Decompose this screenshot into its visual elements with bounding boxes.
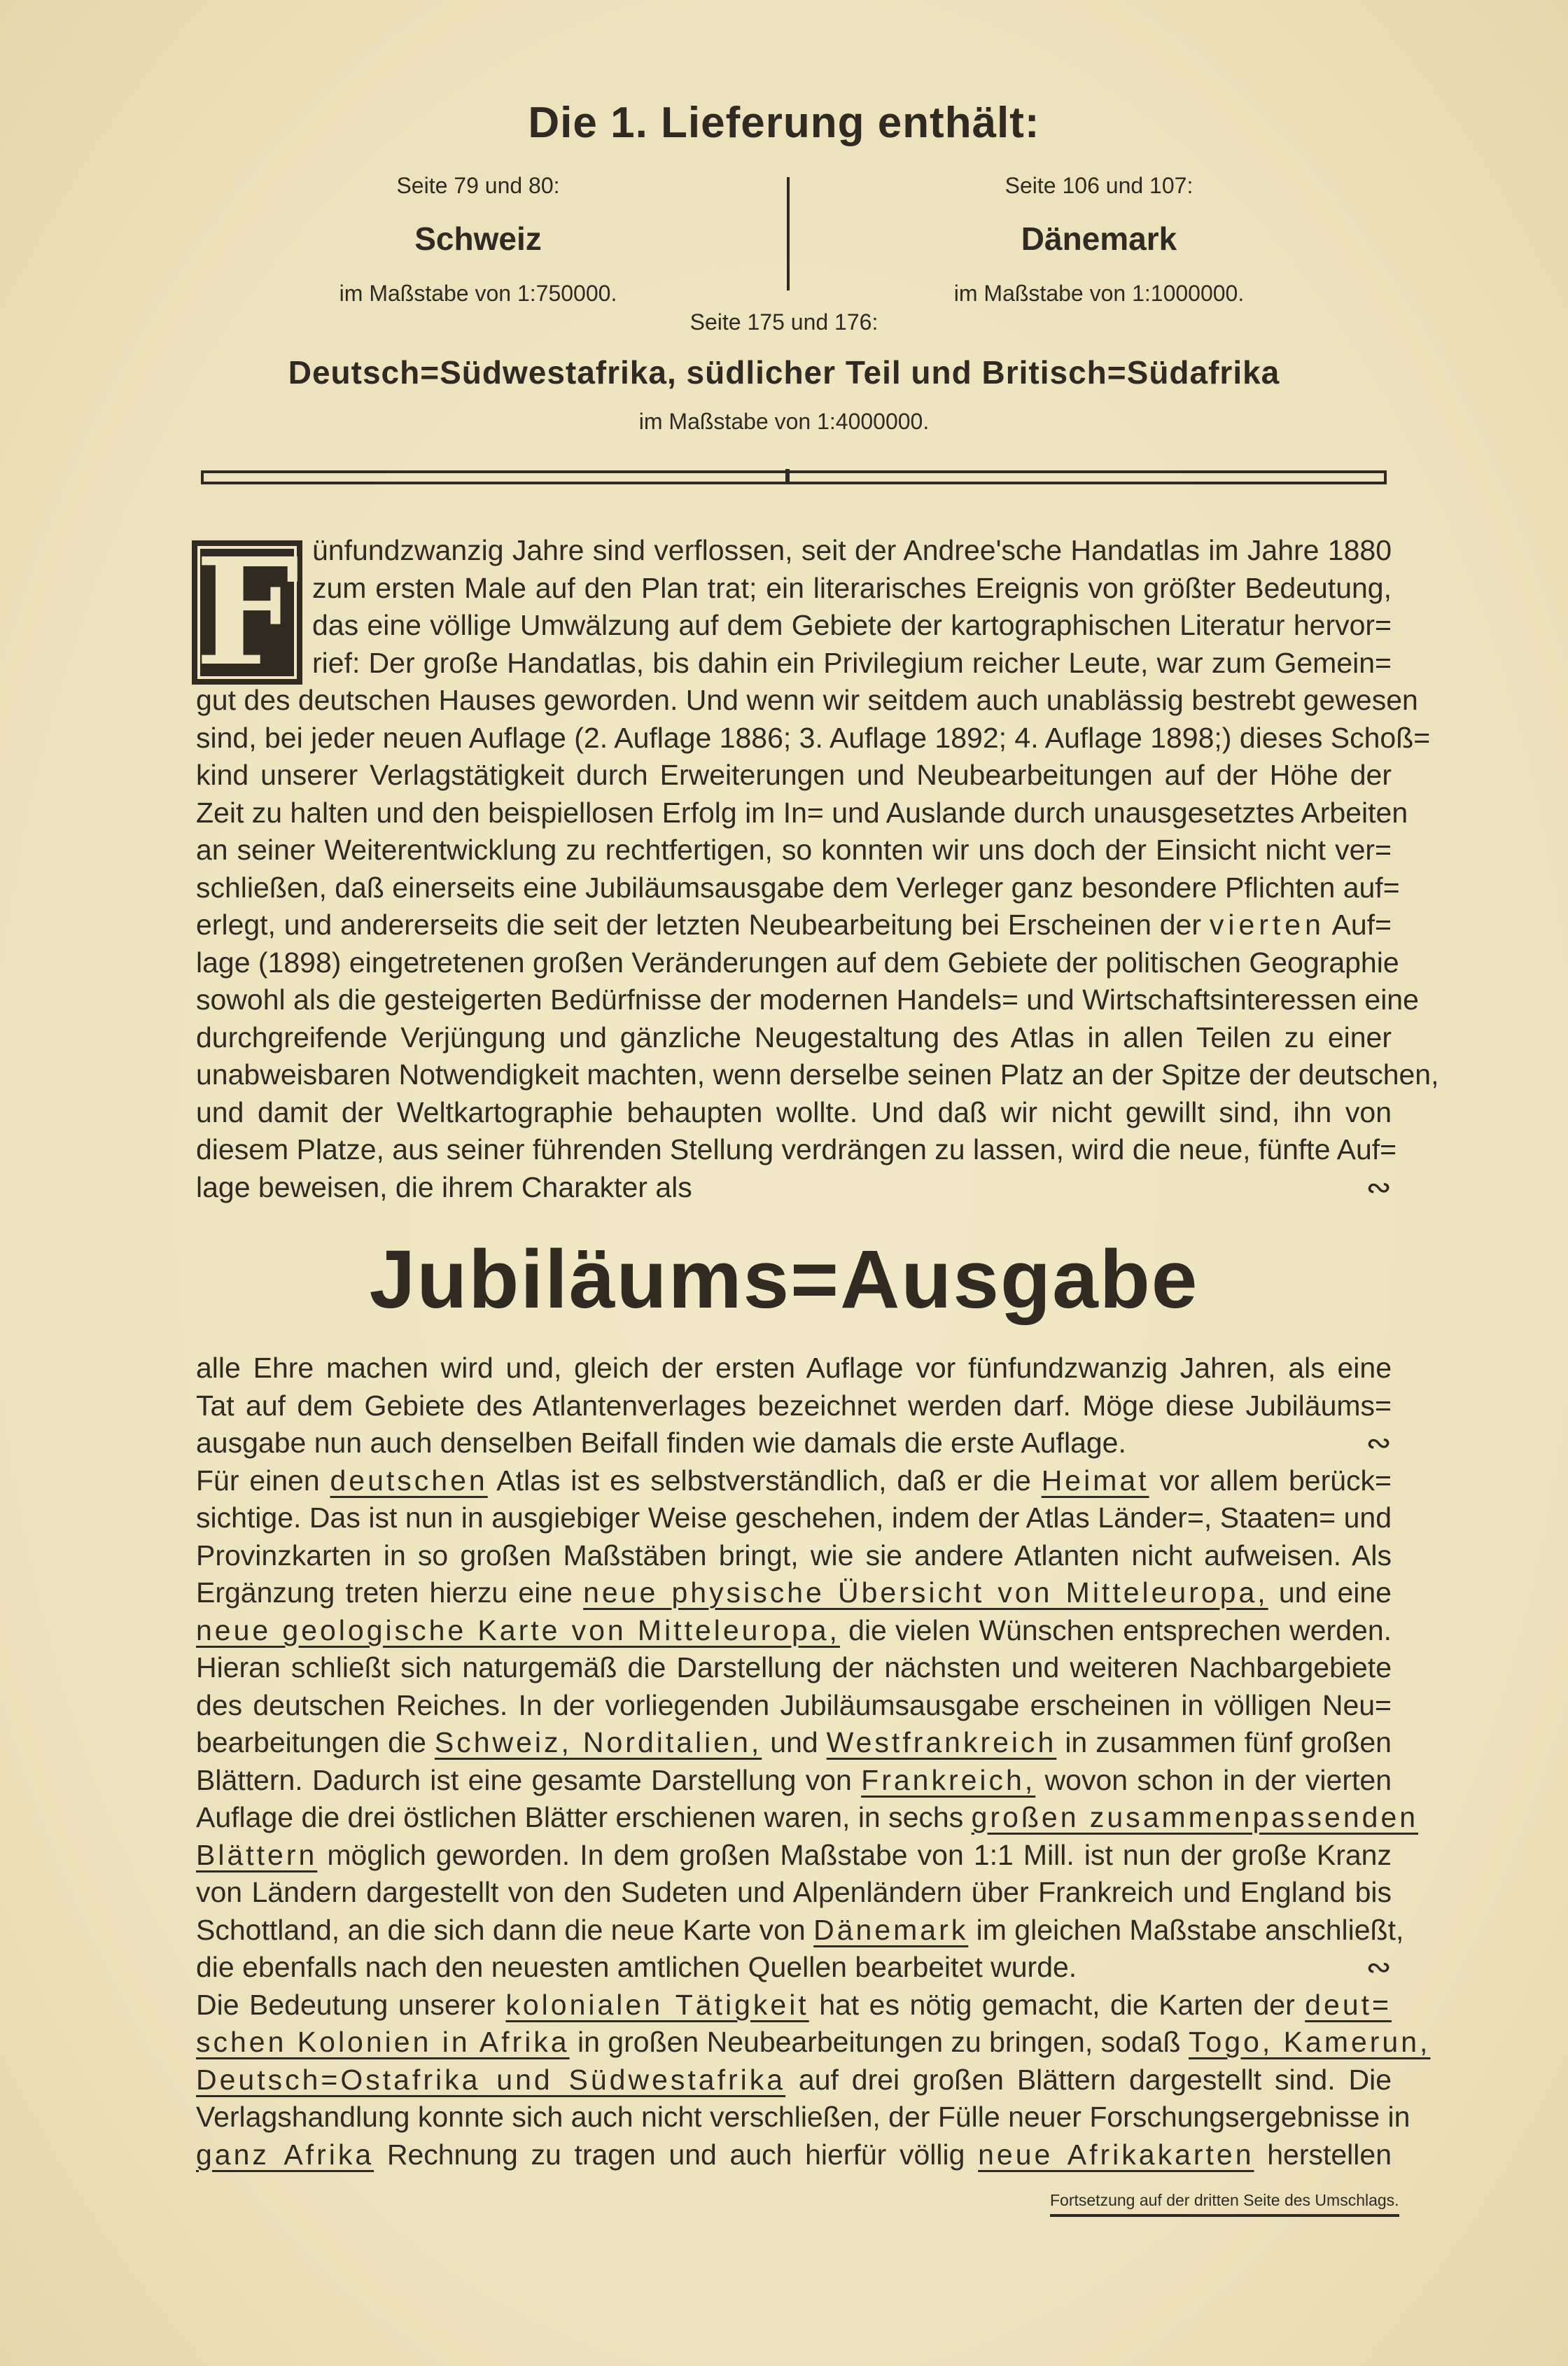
- text-line: [196, 2136, 1392, 2174]
- text-run: unabweisbaren Notwendigkeit machten, wenn derselbe seinen Platz an der Spitze der deutschen,: [196, 1058, 1439, 1091]
- text-run: diesem Platze, aus seiner führenden Stellung verdrängen zu lassen, wird die neue, fünfte Auf=: [196, 1133, 1397, 1166]
- map-name: Deutsch=Südwestafrika, südlicher Teil und Britisch=Südafrika: [288, 354, 1280, 391]
- text-line: [196, 1837, 1392, 1875]
- text-line: [196, 1019, 1392, 1057]
- text-run: schließen, daß einerseits eine Jubiläumsausgabe dem Verleger ganz besondere Pflichten auf=: [196, 871, 1400, 904]
- continuation-note: Fortsetzung auf der dritten Seite des Umschlags.: [1050, 2191, 1399, 2217]
- map-name: Schweiz: [414, 220, 542, 257]
- spaced-emphasis: vierten: [1209, 909, 1325, 941]
- text-run: möglich geworden. In dem großen Maßstabe von 1:1 Mill. ist nun der große Kranz: [317, 1838, 1392, 1871]
- text-line: [196, 1056, 1439, 1094]
- text-run: Atlas ist es selbstverständlich, daß er die: [487, 1464, 1042, 1497]
- text-run: ausgabe nun auch denselben Beifall finden wie damals die erste Auflage.: [196, 1427, 1126, 1459]
- underlined-emphasis: neue physische Übersicht von Mitteleuropa,: [583, 1576, 1268, 1609]
- text-line: [196, 1724, 1392, 1762]
- rule-ornament: [785, 469, 790, 484]
- text-line: [196, 757, 1392, 794]
- text-line: [196, 2024, 1431, 2062]
- text-run: Rechnung zu tragen und auch hierfür völlig: [374, 2138, 979, 2171]
- text-run: durchgreifende Verjüngung und gänzliche Neugestaltung des Atlas in allen Teilen zu einer: [196, 1021, 1392, 1054]
- text-run: sichtige. Das ist nun in ausgiebiger Weise geschehen, indem der Atlas Länder=, Staaten= und: [196, 1502, 1392, 1534]
- text-run: an seiner Weiterentwicklung zu rechtfertigen, so konnten wir uns doch der Einsicht nicht ver=: [196, 834, 1392, 866]
- underlined-emphasis: deutschen: [330, 1464, 488, 1497]
- underlined-emphasis: neue geologische Karte von Mitteleuropa,: [196, 1614, 840, 1646]
- text-line: [196, 794, 1408, 832]
- text-run: Die Bedeutung unserer: [196, 1988, 506, 2021]
- underlined-emphasis: deut=: [1305, 1988, 1392, 2021]
- text-run: und damit der Weltkartographie behaupten wollte. Und daß wir nicht gewillt sind, ihn von: [196, 1096, 1392, 1128]
- text-run: Blättern. Dadurch ist eine gesamte Darstellung von: [196, 1763, 862, 1796]
- text-line: [196, 1987, 1392, 2024]
- map-entry-daenemark: [784, 172, 1414, 307]
- text-line: [196, 1687, 1392, 1725]
- underlined-emphasis: Westfrankreich: [826, 1726, 1057, 1758]
- map-name: Dänemark: [1021, 220, 1177, 257]
- text-line: [196, 1350, 1392, 1387]
- text-line: [196, 720, 1431, 757]
- text-line: [196, 1949, 1392, 1987]
- text-line: [196, 869, 1400, 907]
- section-ornament-icon: ∾: [1366, 1950, 1392, 1984]
- text-run: alle Ehre machen wird und, gleich der ersten Auflage vor fünfundzwanzig Jahren, als eine: [196, 1352, 1392, 1384]
- text-run: sind, bei jeder neuen Auflage (2. Auflage 1886; 3. Auflage 1892; 4. Auflage 1898;) dieses Schoß=: [196, 721, 1431, 754]
- underlined-emphasis: Heimat: [1041, 1464, 1149, 1497]
- map-entry-suedwestafrika: [0, 308, 1568, 435]
- text-line: [196, 1649, 1392, 1687]
- text-line: [196, 1499, 1392, 1537]
- text-run: kind unserer Verlagstätigkeit durch Erweiterungen und Neubearbeitungen auf der Höhe der: [196, 759, 1392, 791]
- text-run: von Ländern dargestellt von den Sudeten und Alpenländern über Frankreich und England bis: [196, 1876, 1392, 1908]
- text-line: [196, 1762, 1392, 1800]
- text-run: Verlagshandlung konnte sich auch nicht verschließen, der Fülle neuer Forschungsergebnisse in: [196, 2101, 1410, 2133]
- text-line: [196, 832, 1392, 869]
- text-run: in zusammen fünf großen: [1056, 1726, 1392, 1758]
- text-line: [312, 570, 1392, 608]
- text-run: lage beweisen, die ihrem Charakter als: [196, 1170, 692, 1203]
- text-run: vor allem berück=: [1149, 1464, 1392, 1497]
- text-line: [196, 2062, 1392, 2099]
- underlined-emphasis: Deutsch=Ostafrika und Südwestafrika: [196, 2063, 786, 2096]
- text-line: [196, 1612, 1392, 1650]
- underlined-emphasis: Frankreich,: [861, 1763, 1036, 1796]
- text-line: [196, 1874, 1392, 1912]
- text-run: und: [762, 1726, 827, 1758]
- text-run: Zeit zu halten und den beispiellosen Erfolg im In= und Auslande durch unausgesetztes Arbeiten: [196, 796, 1408, 829]
- text-line: [196, 1799, 1419, 1837]
- section-ornament-icon: ∾: [1366, 1426, 1392, 1460]
- underlined-emphasis: Togo, Kamerun,: [1188, 2026, 1431, 2058]
- double-rule-divider: [201, 470, 1387, 484]
- text-line: [312, 645, 1392, 682]
- underlined-emphasis: Dänemark: [813, 1913, 969, 1946]
- underlined-emphasis: schen Kolonien in Afrika: [196, 2026, 570, 2058]
- map-scale: im Maßstabe von 1:1000000.: [953, 281, 1245, 306]
- map-entry-schweiz: [163, 172, 793, 307]
- text-run: Tat auf dem Gebiete des Atlantenverlages bezeichnet werden darf. Möge diese Jubiläums=: [196, 1389, 1392, 1422]
- text-run: Ergänzung treten hierzu eine: [196, 1576, 584, 1609]
- text-run: gut des deutschen Hauses geworden. Und wenn wir seitdem auch unablässig bestrebt gewesen: [196, 684, 1418, 716]
- text-line: [196, 1462, 1392, 1500]
- text-run: rief: Der große Handatlas, bis dahin ein Privilegium reicher Leute, war zum Gemein=: [312, 646, 1392, 679]
- underlined-emphasis: kolonialen Tätigkeit: [505, 1988, 809, 2021]
- text-run: Auf=: [1324, 909, 1392, 941]
- text-run: die ebenfalls nach den neuesten amtlichen Quellen bearbeitet wurde.: [196, 1951, 1077, 1983]
- text-run: Für einen: [196, 1464, 330, 1497]
- text-line: [196, 944, 1399, 982]
- drop-cap-initial: F: [192, 540, 302, 685]
- text-run: zum ersten Male auf den Plan trat; ein literarisches Ereignis von größter Bedeutung,: [312, 571, 1392, 604]
- text-run: in großen Neubearbeitungen zu bringen, sodaß: [569, 2026, 1189, 2058]
- underlined-emphasis: ganz Afrika: [196, 2138, 374, 2171]
- text-line: [196, 906, 1392, 944]
- text-line: [196, 2099, 1410, 2136]
- text-line: [196, 1131, 1397, 1169]
- text-run: auf drei großen Blättern dargestellt sind. Die: [785, 2063, 1392, 2096]
- text-line: [196, 1169, 1392, 1207]
- paragraph-intro: [196, 532, 1439, 1206]
- text-run: sowohl als die gesteigerten Bedürfnisse der modernen Handels= und Wirtschaftsinteressen eine: [196, 983, 1419, 1016]
- map-scale: im Maßstabe von 1:750000.: [339, 281, 617, 306]
- underlined-emphasis: Schweiz, Norditalien,: [434, 1726, 762, 1758]
- underlined-emphasis: Blättern: [196, 1838, 318, 1871]
- underlined-emphasis: neue Afrikakarten: [978, 2138, 1254, 2171]
- page-range: Seite 175 und 176:: [690, 309, 878, 335]
- page-range: Seite 79 und 80:: [396, 173, 560, 198]
- section-ornament-icon: ∾: [1366, 1170, 1392, 1205]
- text-run: Hieran schließt sich naturgemäß die Darstellung der nächsten und weiteren Nachbargebiete: [196, 1651, 1392, 1684]
- delivery-heading: Die 1. Lieferung enthält:: [528, 99, 1040, 147]
- underlined-emphasis: großen zusammenpassenden: [971, 1801, 1419, 1833]
- text-run: das eine völlige Umwälzung auf dem Gebiete der kartographischen Literatur hervor=: [312, 609, 1392, 641]
- text-run: erlegt, und andererseits die seit der letzten Neubearbeitung bei Erscheinen der: [196, 909, 1210, 941]
- text-run: herstellen: [1254, 2138, 1392, 2171]
- text-line: [312, 532, 1392, 570]
- text-line: [196, 981, 1419, 1019]
- text-run: Auflage die drei östlichen Blätter erschienen waren, in sechs: [196, 1801, 972, 1833]
- map-scale: im Maßstabe von 1:4000000.: [638, 409, 930, 434]
- text-run: des deutschen Reiches. In der vorliegenden Jubiläumsausgabe erscheinen in völligen Neu=: [196, 1688, 1392, 1721]
- text-line: [196, 1424, 1392, 1462]
- page-range: Seite 106 und 107:: [1004, 173, 1194, 198]
- text-run: lage (1898) eingetretenen großen Veränderungen auf dem Gebiete der politischen Geographie: [196, 946, 1399, 979]
- text-run: ünfundzwanzig Jahre sind verflossen, seit der Andree'sche Handatlas im Jahre 1880: [312, 534, 1392, 566]
- text-run: Provinzkarten in so großen Maßstäben bringt, wie sie andere Atlanten nicht aufweisen. Als: [196, 1539, 1392, 1572]
- text-run: im gleichen Maßstabe anschließt,: [968, 1913, 1404, 1946]
- text-line: [196, 682, 1418, 720]
- text-run: die vielen Wünschen entsprechen werden.: [839, 1614, 1392, 1646]
- text-run: Schottland, an die sich dann die neue Karte von: [196, 1913, 814, 1946]
- headline-jubilaeums-ausgabe: Jubiläums=Ausgabe: [369, 1233, 1199, 1326]
- text-run: bearbeitungen die: [196, 1726, 435, 1758]
- text-line: [196, 1094, 1392, 1132]
- text-line: [196, 1912, 1404, 1949]
- text-line: [196, 1537, 1392, 1575]
- text-line: [312, 607, 1392, 645]
- text-line: [196, 1387, 1392, 1425]
- text-run: hat es nötig gemacht, die Karten der: [808, 1988, 1306, 2021]
- text-run: und eine: [1268, 1576, 1392, 1609]
- text-run: wovon schon in der vierten: [1035, 1763, 1392, 1796]
- paragraph-content: [196, 1350, 1431, 2174]
- text-line: [196, 1574, 1392, 1612]
